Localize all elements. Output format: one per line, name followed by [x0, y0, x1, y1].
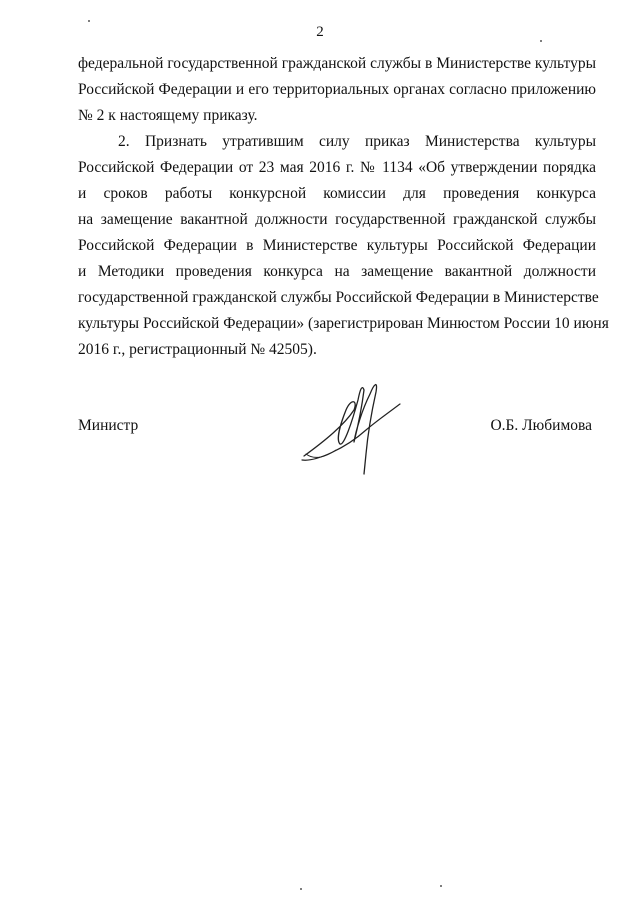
text-line: и сроков работы конкурсной комиссии для проведения конкурса — [78, 185, 596, 202]
text-line: культуры Российской Федерации» (зарегистрирован Минюстом России 10 июня — [78, 315, 609, 332]
text-line: государственной гражданской службы Российской Федерации в Министерстве — [78, 289, 599, 306]
text-line: на замещение вакантной должности государственной гражданской службы — [78, 211, 596, 228]
scan-speck — [540, 40, 542, 42]
text-line: 2. Признать утратившим силу приказ Министерства культуры — [118, 133, 596, 150]
text-line: № 2 к настоящему приказу. — [78, 107, 258, 124]
handwritten-signature — [296, 370, 406, 480]
signatory-title: Министр — [78, 417, 139, 434]
page-number: 2 — [316, 24, 324, 40]
scan-speck — [440, 885, 442, 887]
text-line: 2016 г., регистрационный № 42505). — [78, 341, 317, 358]
text-line: Российской Федерации в Министерстве культуры Российской Федерации — [78, 237, 596, 254]
scan-speck — [300, 888, 302, 890]
text-line: федеральной государственной гражданской службы в Министерстве культуры — [78, 55, 596, 72]
text-line: Российской Федерации от 23 мая 2016 г. № 1134 «Об утверждении порядка — [78, 159, 596, 176]
text-line: и Методики проведения конкурса на замещение вакантной должности — [78, 263, 596, 280]
scan-speck — [88, 20, 90, 22]
signatory-name: О.Б. Любимова — [490, 417, 592, 434]
text-line: Российской Федерации и его территориальных органах согласно приложению — [78, 81, 596, 98]
